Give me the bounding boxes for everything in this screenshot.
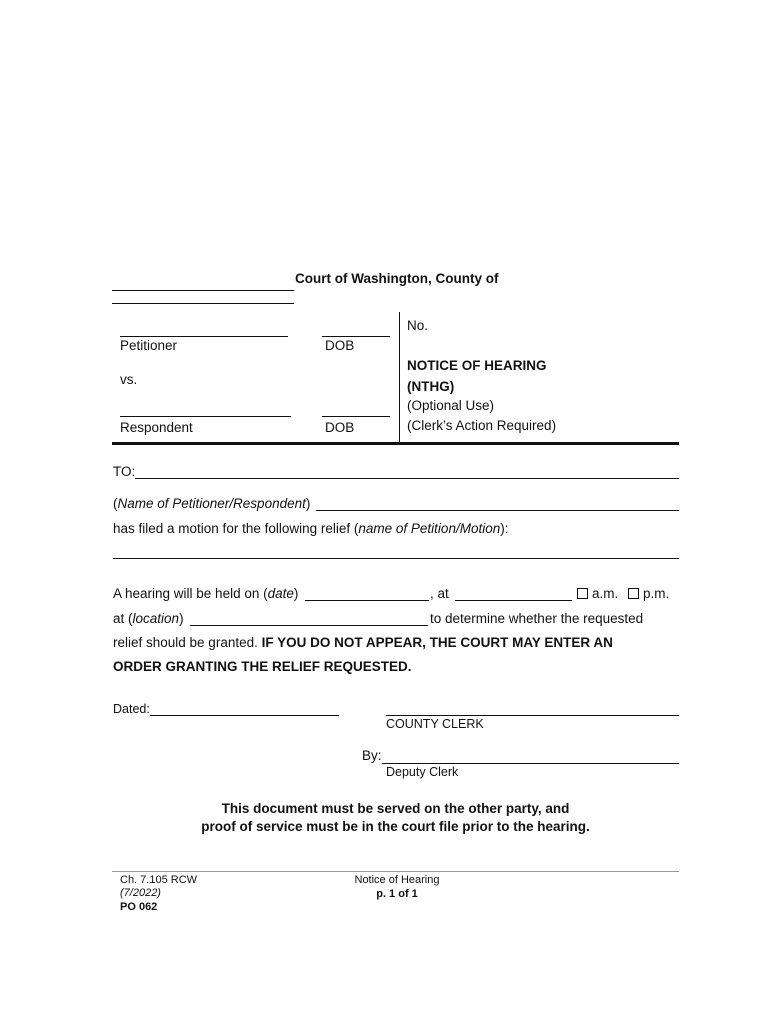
petitioner-label: Petitioner: [120, 338, 178, 353]
name-party-italic: Name of Petitioner/Respondent: [117, 496, 306, 511]
court-name-blank[interactable]: [112, 290, 294, 291]
petitioner-dob-label: DOB: [325, 338, 355, 353]
service-notice-line1: This document must be served on the other party, and: [221, 801, 570, 816]
by-label: By:: [362, 748, 382, 763]
location-blank[interactable]: [190, 625, 428, 626]
location-italic: location: [132, 611, 180, 626]
respondent-blank[interactable]: [120, 416, 291, 417]
deputy-clerk-label: Deputy Clerk: [386, 765, 459, 779]
court-title: Court of Washington, County of: [295, 271, 499, 286]
dated-blank[interactable]: [150, 715, 339, 716]
date-italic: date: [267, 586, 294, 601]
service-notice-line2: proof of service must be in the court file prior to the hearing.: [201, 819, 590, 834]
name-party-label: (Name of Petitioner/Respondent): [113, 496, 311, 511]
county-blank[interactable]: [112, 303, 294, 304]
footer-page: p. 1 of 1: [376, 888, 418, 900]
footer-statute: Ch. 7.105 RCW: [120, 874, 198, 886]
footer-form-number: PO 062: [120, 901, 158, 913]
to-blank[interactable]: [135, 478, 679, 479]
dated-label: Dated:: [113, 702, 150, 716]
relief-blank[interactable]: [113, 558, 679, 559]
time-blank[interactable]: [455, 600, 572, 601]
footer-rule: [112, 871, 679, 872]
am-checkbox[interactable]: [577, 588, 588, 599]
warning-part1: IF YOU DO NOT APPEAR, THE COURT MAY ENTER AN: [261, 635, 613, 650]
at-label: , at: [430, 586, 449, 601]
footer-date: (7/2022): [120, 887, 161, 899]
optional-use-note: (Optional Use): [407, 398, 495, 413]
form-title: NOTICE OF HEARING: [407, 358, 547, 373]
case-number-label: No.: [407, 318, 429, 333]
location-prefix: at: [113, 611, 125, 626]
motion-text-line: has filed a motion for the following relief (name of Petition/Motion):: [113, 521, 509, 536]
respondent-label: Respondent: [120, 420, 193, 435]
clerk-action-note: (Clerk’s Action Required): [407, 418, 557, 433]
deputy-signature-blank[interactable]: [382, 763, 679, 764]
relief-line: [113, 635, 613, 650]
caption-divider: [399, 312, 400, 442]
petitioner-blank[interactable]: [120, 336, 288, 337]
respondent-dob-label: DOB: [325, 420, 355, 435]
motion-name-italic: name of Petition/Motion: [358, 521, 501, 536]
am-option[interactable]: [577, 586, 618, 601]
date-blank[interactable]: [305, 600, 429, 601]
pm-label: p.m.: [643, 586, 670, 601]
county-clerk-label: COUNTY CLERK: [386, 717, 484, 731]
petitioner-dob-blank[interactable]: [322, 336, 390, 337]
respondent-dob-blank[interactable]: [322, 416, 390, 417]
caption-bottom-rule: [112, 442, 679, 445]
determine-text: to determine whether the requested: [430, 611, 644, 626]
name-party-blank[interactable]: [316, 510, 679, 511]
hearing-intro: A hearing will be held on (date): [113, 586, 299, 601]
footer-title: Notice of Hearing: [354, 874, 440, 886]
location-label-line: at (location): [113, 611, 184, 626]
warning-part2: ORDER GRANTING THE RELIEF REQUESTED.: [113, 659, 412, 674]
hearing-text: A hearing will be held on: [113, 586, 260, 601]
form-code: (NTHG): [407, 379, 455, 394]
clerk-signature-blank[interactable]: [386, 715, 679, 716]
to-label: TO:: [113, 464, 136, 479]
am-label: a.m.: [592, 586, 619, 601]
vs-label: vs.: [120, 372, 138, 387]
pm-checkbox[interactable]: [628, 588, 639, 599]
motion-text: has filed a motion for the following relief: [113, 521, 351, 536]
relief-text: relief should be granted.: [113, 635, 258, 650]
pm-option[interactable]: [628, 586, 669, 601]
